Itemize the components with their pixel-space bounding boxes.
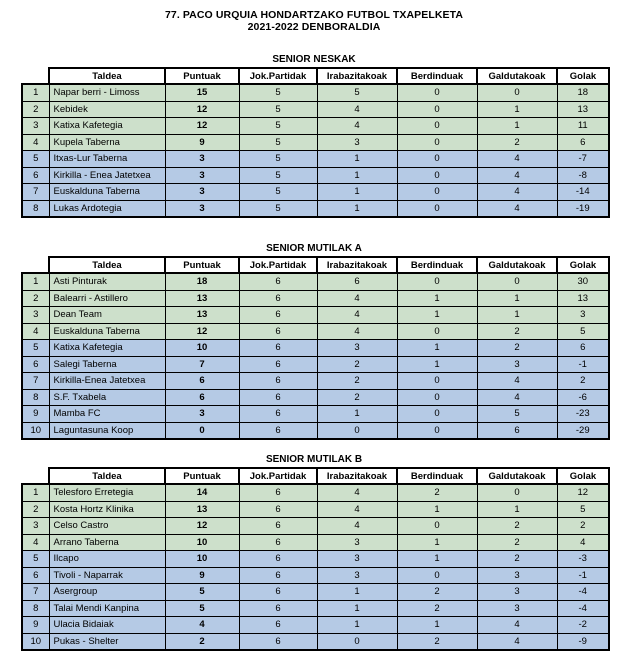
cell-puntuak: 3 bbox=[165, 167, 239, 184]
cell-puntuak: 3 bbox=[165, 406, 239, 423]
cell-position: 3 bbox=[22, 518, 49, 535]
table-row bbox=[22, 633, 609, 650]
cell-berdinduak: 0 bbox=[397, 323, 477, 340]
cell-berdinduak: 0 bbox=[397, 200, 477, 217]
document-title bbox=[0, 0, 628, 33]
cell-berdinduak: 1 bbox=[397, 534, 477, 551]
cell-galdutakoak: 4 bbox=[477, 633, 557, 650]
cell-golak: -4 bbox=[557, 584, 609, 601]
cell-position: 4 bbox=[22, 323, 49, 340]
cell-jok-partidak: 5 bbox=[239, 118, 317, 135]
cell-team-name: Katixa Kafetegia bbox=[49, 118, 165, 135]
table-row bbox=[22, 518, 609, 535]
cell-golak: 6 bbox=[557, 134, 609, 151]
cell-berdinduak: 0 bbox=[397, 167, 477, 184]
column-header: Berdinduak bbox=[397, 468, 477, 484]
column-header: Taldea bbox=[49, 468, 165, 484]
section-title: SENIOR MUTILAK A bbox=[266, 243, 362, 254]
cell-golak: 4 bbox=[557, 534, 609, 551]
cell-berdinduak: 1 bbox=[397, 340, 477, 357]
cell-position: 7 bbox=[22, 184, 49, 201]
cell-golak: 5 bbox=[557, 323, 609, 340]
cell-golak: 13 bbox=[557, 290, 609, 307]
cell-irabazitakoak: 4 bbox=[317, 518, 397, 535]
cell-golak: 13 bbox=[557, 101, 609, 118]
cell-team-name: Euskalduna Taberna bbox=[49, 323, 165, 340]
cell-irabazitakoak: 4 bbox=[317, 501, 397, 518]
column-header: Puntuak bbox=[165, 68, 239, 84]
table-row bbox=[22, 617, 609, 634]
cell-jok-partidak: 6 bbox=[239, 373, 317, 390]
cell-galdutakoak: 4 bbox=[477, 389, 557, 406]
standings-sections bbox=[0, 54, 628, 651]
cell-puntuak: 3 bbox=[165, 200, 239, 217]
cell-irabazitakoak: 4 bbox=[317, 101, 397, 118]
cell-team-name: Balearri - Astillero bbox=[49, 290, 165, 307]
cell-berdinduak: 0 bbox=[397, 118, 477, 135]
column-header: Galdutakoak bbox=[477, 468, 557, 484]
table-row bbox=[22, 290, 609, 307]
cell-irabazitakoak: 1 bbox=[317, 151, 397, 168]
cell-galdutakoak: 4 bbox=[477, 617, 557, 634]
cell-golak: 2 bbox=[557, 373, 609, 390]
cell-jok-partidak: 6 bbox=[239, 518, 317, 535]
cell-berdinduak: 0 bbox=[397, 151, 477, 168]
cell-berdinduak: 2 bbox=[397, 633, 477, 650]
cell-galdutakoak: 3 bbox=[477, 584, 557, 601]
cell-team-name: Talai Mendi Kanpina bbox=[49, 600, 165, 617]
cell-galdutakoak: 1 bbox=[477, 101, 557, 118]
header-corner-spacer bbox=[22, 68, 49, 84]
cell-team-name: Ulacia Bidaiak bbox=[49, 617, 165, 634]
table-row bbox=[22, 484, 609, 501]
cell-puntuak: 9 bbox=[165, 134, 239, 151]
table-row bbox=[22, 389, 609, 406]
table-body bbox=[22, 273, 609, 439]
cell-team-name: Kebidek bbox=[49, 101, 165, 118]
table-header-row bbox=[22, 468, 609, 484]
table-body bbox=[22, 84, 609, 217]
cell-golak: 30 bbox=[557, 273, 609, 290]
header-corner-spacer bbox=[22, 468, 49, 484]
table-header-row bbox=[22, 257, 609, 273]
cell-galdutakoak: 6 bbox=[477, 422, 557, 439]
cell-berdinduak: 0 bbox=[397, 518, 477, 535]
table-row bbox=[22, 584, 609, 601]
title-line-2: 2021-2022 DENBORALDIA bbox=[247, 21, 381, 33]
cell-galdutakoak: 2 bbox=[477, 534, 557, 551]
cell-berdinduak: 1 bbox=[397, 356, 477, 373]
column-header: Irabazitakoak bbox=[317, 257, 397, 273]
cell-jok-partidak: 6 bbox=[239, 617, 317, 634]
cell-berdinduak: 0 bbox=[397, 389, 477, 406]
cell-puntuak: 12 bbox=[165, 101, 239, 118]
cell-berdinduak: 0 bbox=[397, 84, 477, 101]
cell-irabazitakoak: 3 bbox=[317, 534, 397, 551]
table-header-row bbox=[22, 68, 609, 84]
cell-team-name: Tivoli - Naparrak bbox=[49, 567, 165, 584]
cell-position: 7 bbox=[22, 584, 49, 601]
cell-galdutakoak: 1 bbox=[477, 118, 557, 135]
cell-puntuak: 9 bbox=[165, 567, 239, 584]
cell-galdutakoak: 0 bbox=[477, 273, 557, 290]
column-header: Puntuak bbox=[165, 257, 239, 273]
cell-puntuak: 0 bbox=[165, 422, 239, 439]
cell-position: 1 bbox=[22, 84, 49, 101]
cell-galdutakoak: 3 bbox=[477, 600, 557, 617]
cell-galdutakoak: 4 bbox=[477, 151, 557, 168]
cell-berdinduak: 1 bbox=[397, 501, 477, 518]
cell-galdutakoak: 4 bbox=[477, 373, 557, 390]
table-row bbox=[22, 501, 609, 518]
cell-position: 10 bbox=[22, 422, 49, 439]
cell-puntuak: 4 bbox=[165, 617, 239, 634]
cell-puntuak: 14 bbox=[165, 484, 239, 501]
cell-golak: 5 bbox=[557, 501, 609, 518]
cell-irabazitakoak: 3 bbox=[317, 551, 397, 568]
table-row bbox=[22, 307, 609, 324]
table-row bbox=[22, 534, 609, 551]
cell-puntuak: 3 bbox=[165, 151, 239, 168]
cell-jok-partidak: 6 bbox=[239, 484, 317, 501]
cell-position: 5 bbox=[22, 151, 49, 168]
cell-jok-partidak: 5 bbox=[239, 167, 317, 184]
cell-puntuak: 18 bbox=[165, 273, 239, 290]
cell-irabazitakoak: 4 bbox=[317, 484, 397, 501]
cell-galdutakoak: 1 bbox=[477, 290, 557, 307]
cell-puntuak: 12 bbox=[165, 118, 239, 135]
cell-berdinduak: 0 bbox=[397, 567, 477, 584]
cell-position: 9 bbox=[22, 406, 49, 423]
cell-berdinduak: 2 bbox=[397, 484, 477, 501]
cell-berdinduak: 2 bbox=[397, 584, 477, 601]
cell-position: 1 bbox=[22, 484, 49, 501]
cell-galdutakoak: 4 bbox=[477, 167, 557, 184]
cell-position: 6 bbox=[22, 567, 49, 584]
cell-puntuak: 15 bbox=[165, 84, 239, 101]
cell-irabazitakoak: 4 bbox=[317, 323, 397, 340]
cell-team-name: Euskalduna Taberna bbox=[49, 184, 165, 201]
column-header: Taldea bbox=[49, 257, 165, 273]
cell-irabazitakoak: 5 bbox=[317, 84, 397, 101]
table-row bbox=[22, 551, 609, 568]
cell-irabazitakoak: 1 bbox=[317, 167, 397, 184]
cell-position: 8 bbox=[22, 200, 49, 217]
cell-irabazitakoak: 1 bbox=[317, 617, 397, 634]
cell-team-name: Mamba FC bbox=[49, 406, 165, 423]
cell-team-name: Kosta Hortz Klinika bbox=[49, 501, 165, 518]
column-header: Taldea bbox=[49, 68, 165, 84]
cell-jok-partidak: 5 bbox=[239, 151, 317, 168]
cell-golak: -6 bbox=[557, 389, 609, 406]
cell-golak: -1 bbox=[557, 356, 609, 373]
cell-galdutakoak: 3 bbox=[477, 567, 557, 584]
cell-berdinduak: 0 bbox=[397, 184, 477, 201]
cell-jok-partidak: 6 bbox=[239, 551, 317, 568]
cell-jok-partidak: 6 bbox=[239, 273, 317, 290]
table-row bbox=[22, 134, 609, 151]
table-row bbox=[22, 118, 609, 135]
cell-position: 3 bbox=[22, 307, 49, 324]
section-title: SENIOR NESKAK bbox=[272, 54, 356, 65]
cell-irabazitakoak: 3 bbox=[317, 567, 397, 584]
cell-berdinduak: 2 bbox=[397, 600, 477, 617]
cell-position: 6 bbox=[22, 167, 49, 184]
cell-golak: 18 bbox=[557, 84, 609, 101]
table-row bbox=[22, 323, 609, 340]
cell-jok-partidak: 5 bbox=[239, 134, 317, 151]
column-header: Berdinduak bbox=[397, 68, 477, 84]
cell-position: 1 bbox=[22, 273, 49, 290]
cell-irabazitakoak: 2 bbox=[317, 389, 397, 406]
table-row bbox=[22, 567, 609, 584]
cell-puntuak: 5 bbox=[165, 584, 239, 601]
cell-position: 4 bbox=[22, 534, 49, 551]
cell-irabazitakoak: 2 bbox=[317, 356, 397, 373]
cell-position: 6 bbox=[22, 356, 49, 373]
cell-galdutakoak: 3 bbox=[477, 356, 557, 373]
cell-irabazitakoak: 6 bbox=[317, 273, 397, 290]
table-row bbox=[22, 151, 609, 168]
column-header: Golak bbox=[557, 257, 609, 273]
cell-team-name: Ilcapo bbox=[49, 551, 165, 568]
cell-puntuak: 6 bbox=[165, 373, 239, 390]
cell-irabazitakoak: 3 bbox=[317, 340, 397, 357]
cell-jok-partidak: 6 bbox=[239, 356, 317, 373]
cell-position: 2 bbox=[22, 501, 49, 518]
cell-puntuak: 7 bbox=[165, 356, 239, 373]
cell-golak: -3 bbox=[557, 551, 609, 568]
cell-irabazitakoak: 4 bbox=[317, 118, 397, 135]
cell-jok-partidak: 6 bbox=[239, 534, 317, 551]
cell-team-name: Pukas - Shelter bbox=[49, 633, 165, 650]
cell-team-name: Laguntasuna Koop bbox=[49, 422, 165, 439]
cell-berdinduak: 1 bbox=[397, 617, 477, 634]
cell-berdinduak: 0 bbox=[397, 406, 477, 423]
cell-golak: 6 bbox=[557, 340, 609, 357]
cell-berdinduak: 0 bbox=[397, 273, 477, 290]
cell-puntuak: 2 bbox=[165, 633, 239, 650]
cell-galdutakoak: 2 bbox=[477, 551, 557, 568]
table-row bbox=[22, 422, 609, 439]
cell-position: 2 bbox=[22, 101, 49, 118]
cell-team-name: S.F. Txabela bbox=[49, 389, 165, 406]
cell-position: 10 bbox=[22, 633, 49, 650]
cell-jok-partidak: 6 bbox=[239, 584, 317, 601]
cell-berdinduak: 0 bbox=[397, 134, 477, 151]
cell-jok-partidak: 6 bbox=[239, 323, 317, 340]
cell-jok-partidak: 6 bbox=[239, 633, 317, 650]
cell-puntuak: 12 bbox=[165, 323, 239, 340]
cell-team-name: Dean Team bbox=[49, 307, 165, 324]
cell-position: 8 bbox=[22, 600, 49, 617]
column-header: Galdutakoak bbox=[477, 68, 557, 84]
cell-puntuak: 10 bbox=[165, 551, 239, 568]
column-header: Jok.Partidak bbox=[239, 257, 317, 273]
cell-golak: 2 bbox=[557, 518, 609, 535]
cell-jok-partidak: 5 bbox=[239, 101, 317, 118]
column-header: Irabazitakoak bbox=[317, 468, 397, 484]
cell-jok-partidak: 6 bbox=[239, 406, 317, 423]
table-row bbox=[22, 373, 609, 390]
column-header: Jok.Partidak bbox=[239, 468, 317, 484]
column-header: Berdinduak bbox=[397, 257, 477, 273]
cell-position: 3 bbox=[22, 118, 49, 135]
cell-jok-partidak: 6 bbox=[239, 567, 317, 584]
cell-irabazitakoak: 1 bbox=[317, 584, 397, 601]
cell-position: 7 bbox=[22, 373, 49, 390]
league-section bbox=[0, 54, 628, 218]
cell-golak: -19 bbox=[557, 200, 609, 217]
cell-irabazitakoak: 2 bbox=[317, 373, 397, 390]
header-corner-spacer bbox=[22, 257, 49, 273]
cell-team-name: Kirkilla - Enea Jatetxea bbox=[49, 167, 165, 184]
cell-golak: -1 bbox=[557, 567, 609, 584]
cell-golak: -7 bbox=[557, 151, 609, 168]
table-row bbox=[22, 356, 609, 373]
cell-position: 2 bbox=[22, 290, 49, 307]
cell-team-name: Katixa Kafetegia bbox=[49, 340, 165, 357]
cell-irabazitakoak: 0 bbox=[317, 633, 397, 650]
cell-jok-partidak: 5 bbox=[239, 200, 317, 217]
cell-golak: -2 bbox=[557, 617, 609, 634]
cell-jok-partidak: 6 bbox=[239, 501, 317, 518]
cell-team-name: Lukas Ardotegia bbox=[49, 200, 165, 217]
cell-galdutakoak: 1 bbox=[477, 307, 557, 324]
column-header: Golak bbox=[557, 468, 609, 484]
table-row bbox=[22, 600, 609, 617]
cell-puntuak: 12 bbox=[165, 518, 239, 535]
cell-galdutakoak: 0 bbox=[477, 484, 557, 501]
cell-golak: -8 bbox=[557, 167, 609, 184]
cell-golak: 12 bbox=[557, 484, 609, 501]
cell-puntuak: 5 bbox=[165, 600, 239, 617]
cell-irabazitakoak: 1 bbox=[317, 600, 397, 617]
cell-position: 9 bbox=[22, 617, 49, 634]
table-row bbox=[22, 167, 609, 184]
table-row bbox=[22, 101, 609, 118]
cell-irabazitakoak: 0 bbox=[317, 422, 397, 439]
cell-golak: 3 bbox=[557, 307, 609, 324]
cell-team-name: Asti Pinturak bbox=[49, 273, 165, 290]
cell-golak: -29 bbox=[557, 422, 609, 439]
cell-irabazitakoak: 1 bbox=[317, 184, 397, 201]
cell-golak: -14 bbox=[557, 184, 609, 201]
column-header: Puntuak bbox=[165, 468, 239, 484]
cell-jok-partidak: 6 bbox=[239, 600, 317, 617]
cell-golak: -4 bbox=[557, 600, 609, 617]
cell-galdutakoak: 2 bbox=[477, 518, 557, 535]
table-row bbox=[22, 340, 609, 357]
cell-puntuak: 13 bbox=[165, 290, 239, 307]
cell-galdutakoak: 2 bbox=[477, 323, 557, 340]
cell-puntuak: 10 bbox=[165, 534, 239, 551]
cell-team-name: Telesforo Erretegia bbox=[49, 484, 165, 501]
column-header: Galdutakoak bbox=[477, 257, 557, 273]
cell-jok-partidak: 6 bbox=[239, 340, 317, 357]
table-row bbox=[22, 406, 609, 423]
table-row bbox=[22, 273, 609, 290]
cell-galdutakoak: 2 bbox=[477, 134, 557, 151]
cell-puntuak: 13 bbox=[165, 307, 239, 324]
cell-berdinduak: 1 bbox=[397, 290, 477, 307]
table-row bbox=[22, 200, 609, 217]
cell-galdutakoak: 4 bbox=[477, 200, 557, 217]
cell-galdutakoak: 2 bbox=[477, 340, 557, 357]
cell-irabazitakoak: 4 bbox=[317, 290, 397, 307]
column-header: Jok.Partidak bbox=[239, 68, 317, 84]
cell-irabazitakoak: 4 bbox=[317, 307, 397, 324]
cell-team-name: Salegi Taberna bbox=[49, 356, 165, 373]
cell-position: 8 bbox=[22, 389, 49, 406]
cell-berdinduak: 1 bbox=[397, 307, 477, 324]
cell-position: 5 bbox=[22, 551, 49, 568]
cell-team-name: Arrano Taberna bbox=[49, 534, 165, 551]
title-line-1: 77. PACO URQUIA HONDARTZAKO FUTBOL TXAPELKETA bbox=[164, 9, 464, 21]
cell-position: 5 bbox=[22, 340, 49, 357]
table-row bbox=[22, 84, 609, 101]
cell-team-name: Kirkilla-Enea Jatetxea bbox=[49, 373, 165, 390]
cell-golak: -9 bbox=[557, 633, 609, 650]
cell-puntuak: 3 bbox=[165, 184, 239, 201]
cell-galdutakoak: 1 bbox=[477, 501, 557, 518]
cell-team-name: Asergroup bbox=[49, 584, 165, 601]
section-title: SENIOR MUTILAK B bbox=[265, 454, 363, 465]
cell-galdutakoak: 0 bbox=[477, 84, 557, 101]
cell-golak: 11 bbox=[557, 118, 609, 135]
cell-team-name: Itxas-Lur Taberna bbox=[49, 151, 165, 168]
cell-berdinduak: 1 bbox=[397, 551, 477, 568]
cell-team-name: Napar berri - Limoss bbox=[49, 84, 165, 101]
cell-jok-partidak: 6 bbox=[239, 290, 317, 307]
cell-puntuak: 13 bbox=[165, 501, 239, 518]
cell-position: 4 bbox=[22, 134, 49, 151]
cell-galdutakoak: 4 bbox=[477, 184, 557, 201]
cell-berdinduak: 0 bbox=[397, 422, 477, 439]
cell-galdutakoak: 5 bbox=[477, 406, 557, 423]
league-section bbox=[0, 243, 628, 440]
cell-team-name: Celso Castro bbox=[49, 518, 165, 535]
cell-jok-partidak: 6 bbox=[239, 389, 317, 406]
standings-table bbox=[21, 467, 610, 651]
column-header: Golak bbox=[557, 68, 609, 84]
cell-golak: -23 bbox=[557, 406, 609, 423]
cell-irabazitakoak: 3 bbox=[317, 134, 397, 151]
standings-table bbox=[21, 67, 610, 218]
cell-berdinduak: 0 bbox=[397, 101, 477, 118]
column-header: Irabazitakoak bbox=[317, 68, 397, 84]
table-body bbox=[22, 484, 609, 650]
cell-puntuak: 10 bbox=[165, 340, 239, 357]
cell-jok-partidak: 6 bbox=[239, 422, 317, 439]
cell-puntuak: 6 bbox=[165, 389, 239, 406]
table-row bbox=[22, 184, 609, 201]
cell-jok-partidak: 6 bbox=[239, 307, 317, 324]
cell-team-name: Kupela Taberna bbox=[49, 134, 165, 151]
cell-berdinduak: 0 bbox=[397, 373, 477, 390]
league-section bbox=[0, 454, 628, 651]
cell-jok-partidak: 5 bbox=[239, 184, 317, 201]
standings-table bbox=[21, 256, 610, 440]
cell-irabazitakoak: 1 bbox=[317, 406, 397, 423]
cell-jok-partidak: 5 bbox=[239, 84, 317, 101]
cell-irabazitakoak: 1 bbox=[317, 200, 397, 217]
